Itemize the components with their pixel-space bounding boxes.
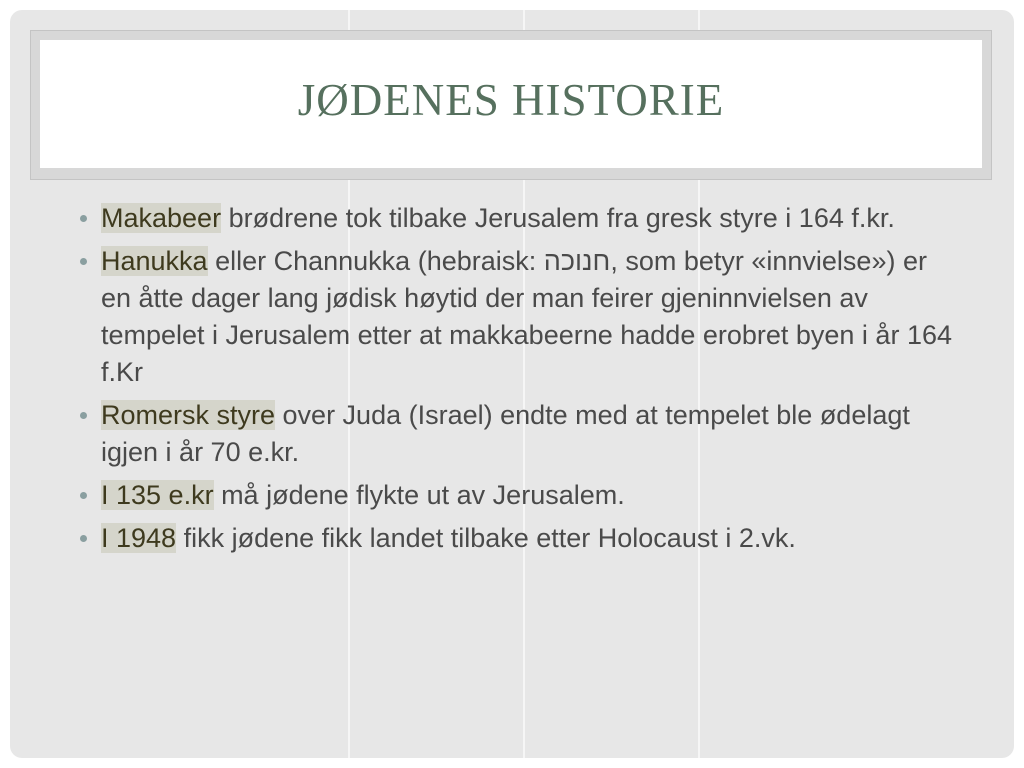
- highlighted-term: I 1948: [101, 523, 177, 553]
- highlighted-term: Hanukka: [101, 246, 208, 276]
- title-box: [40, 40, 982, 168]
- bullet-item: [75, 200, 955, 237]
- bullet-text: , som betyr «innvielse») er en åtte dager lang jødisk høytid der man feirer gjeninnvielsen av tempelet i Jerusalem etter at makkabeerne hadde erobret byen i år 164 f.Kr: [101, 246, 952, 387]
- bullet-text: må jødene flykte ut av Jerusalem.: [213, 480, 625, 510]
- bullet-dot-icon: [80, 535, 87, 542]
- hebrew-word: חנוכה: [543, 246, 611, 276]
- slide: [10, 10, 1014, 758]
- bullet-item: [75, 397, 955, 471]
- highlighted-term: Makabeer: [101, 203, 222, 233]
- bullet-item: [75, 520, 955, 557]
- bullet-dot-icon: [80, 412, 87, 419]
- bullet-list: [75, 200, 955, 563]
- bullet-text: eller Channukka (hebraisk:: [207, 246, 544, 276]
- highlighted-term: Romersk styre: [101, 400, 276, 430]
- highlighted-term: I 135 e.kr: [101, 480, 214, 510]
- bullet-item: [75, 243, 955, 391]
- bullet-dot-icon: [80, 492, 87, 499]
- bullet-text: fikk jødene fikk landet tilbake etter Holocaust i 2.vk.: [176, 523, 796, 553]
- bullet-dot-icon: [80, 215, 87, 222]
- title-frame: [30, 30, 992, 180]
- bullet-text: brødrene tok tilbake Jerusalem fra gresk styre i 164 f.kr.: [221, 203, 895, 233]
- slide-title: JØDENES HISTORIE: [297, 75, 725, 125]
- bullet-text: over Juda (Israel) endte med at tempelet ble ødelagt igjen i år 70 e.kr.: [101, 400, 910, 467]
- bullet-dot-icon: [80, 258, 87, 265]
- bullet-item: [75, 477, 955, 514]
